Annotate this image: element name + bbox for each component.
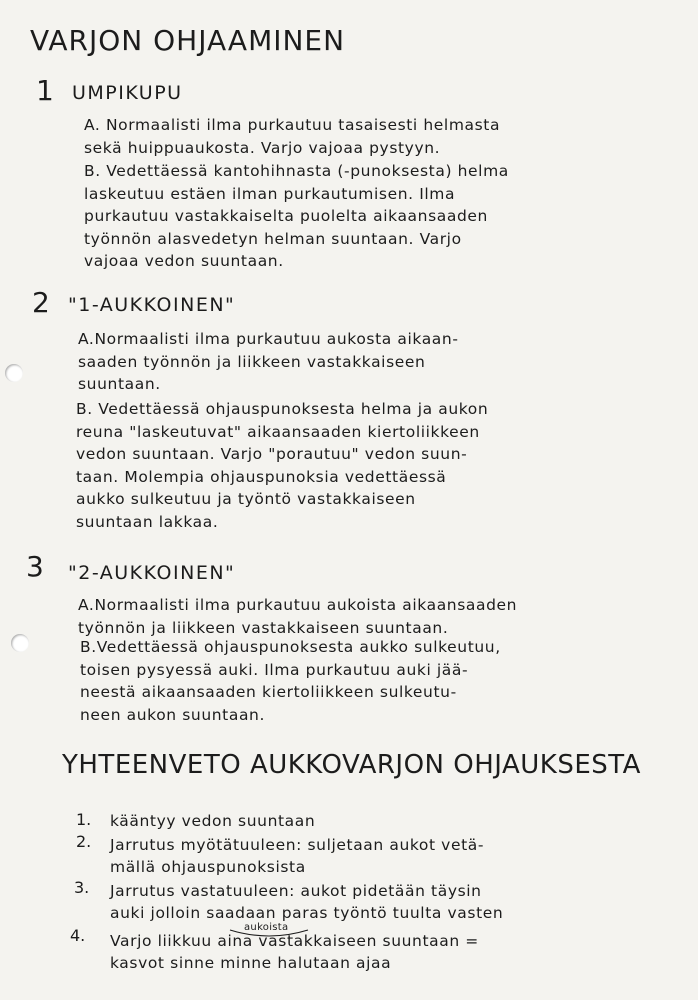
text-line: Varjo liikkuu aina vastakkaiseen suuntaan = [110,932,479,950]
summary-item-4-number: 4. [70,926,86,945]
text-line: A. Normaalisti ilma purkautuu tasaisesti helmasta [84,116,501,134]
summary-item-3-number: 3. [74,878,90,897]
text-line: vedon suuntaan. Varjo "porautuu" vedon suun- [76,445,468,463]
text-line: B. Vedettäessä ohjauspunoksesta helma ja aukon [76,400,489,418]
text-line: vajoaa vedon suuntaan. [84,252,284,270]
text-line: Jarrutus myötätuuleen: suljetaan aukot vetä- [110,836,485,854]
section-2-title: "1-AUKKOINEN" [68,294,236,316]
text-line: työnnön ja liikkeen vastakkaiseen suuntaan. [78,618,449,637]
summary-item-3-text [110,880,503,924]
punch-hole-upper [5,364,23,382]
text-line: neestä aikaansaaden kiertoliikkeen sulkeutu- [80,683,457,701]
section-3-paragraph-a [78,594,517,639]
text-line: neen aukon suuntaan. [80,705,265,724]
text-line: toisen pysyessä auki. Ilma purkautuu auki jää- [80,660,469,679]
section-1-title: UMPIKUPU [72,82,183,104]
text-line: laskeutuu estäen ilman purkautumisen. Ilma [84,184,456,203]
summary-item-1-text [110,810,315,832]
text-line: suuntaan lakkaa. [76,512,219,531]
text-line: työnnön alasvedetyn helman suuntaan. Varjo [84,229,462,248]
summary-item-2-number: 2. [76,832,92,851]
section-2-number: 2 [32,286,50,319]
section-1-paragraph-a [84,114,500,159]
section-2-paragraph-b [76,398,488,533]
text-line: A.Normaalisti ilma purkautuu aukoista aikaansaaden [78,596,518,614]
summary-item-1-number: 1. [76,810,92,829]
section-3-number: 3 [26,550,44,583]
section-3-paragraph-b [80,636,501,726]
margin-note: aukoista [244,922,289,933]
text-line: aukko sulkeutuu ja työntö vastakkaiseen [76,490,416,508]
text-line: Jarrutus vastatuuleen: aukot pidetään täysin [110,882,482,900]
text-line: B.Vedettäessä ohjauspunoksesta aukko sulkeutuu, [80,638,501,656]
text-line: B. Vedettäessä kantohihnasta (-punoksesta) helma [84,162,509,180]
section-1-number: 1 [36,74,54,107]
summary-item-2-text [110,834,484,878]
text-line: saaden työnnön ja liikkeen vastakkaiseen [78,352,426,371]
text-line: auki jolloin saadaan paras työntö tuulta vasten [110,904,504,922]
section-3-title: "2-AUKKOINEN" [68,562,236,584]
text-line: sekä huippuaukosta. Varjo vajoaa pystyyn. [84,138,441,157]
text-line: purkautuu vastakkaiselta puolelta aikaansaaden [84,207,488,225]
summary-item-4-text [110,930,479,974]
summary-title: YHTEENVETO AUKKOVARJON OHJAUKSESTA [62,750,641,780]
text-line: kasvot sinne minne halutaan ajaa [110,954,392,972]
text-line: A.Normaalisti ilma purkautuu aukosta aikaan- [78,330,459,348]
section-1-paragraph-b [84,160,509,273]
text-line: kääntyy vedon suuntaan [110,812,316,830]
text-line: mällä ohjauspunoksista [110,858,306,876]
page-title: VARJON OHJAAMINEN [30,24,346,57]
text-line: reuna "laskeutuvat" aikaansaaden kiertoliikkeen [76,422,480,441]
text-line: taan. Molempia ohjauspunoksia vedettäessä [76,467,447,486]
punch-hole-lower [11,634,29,652]
section-2-paragraph-a [78,328,459,396]
text-line: suuntaan. [78,375,161,393]
